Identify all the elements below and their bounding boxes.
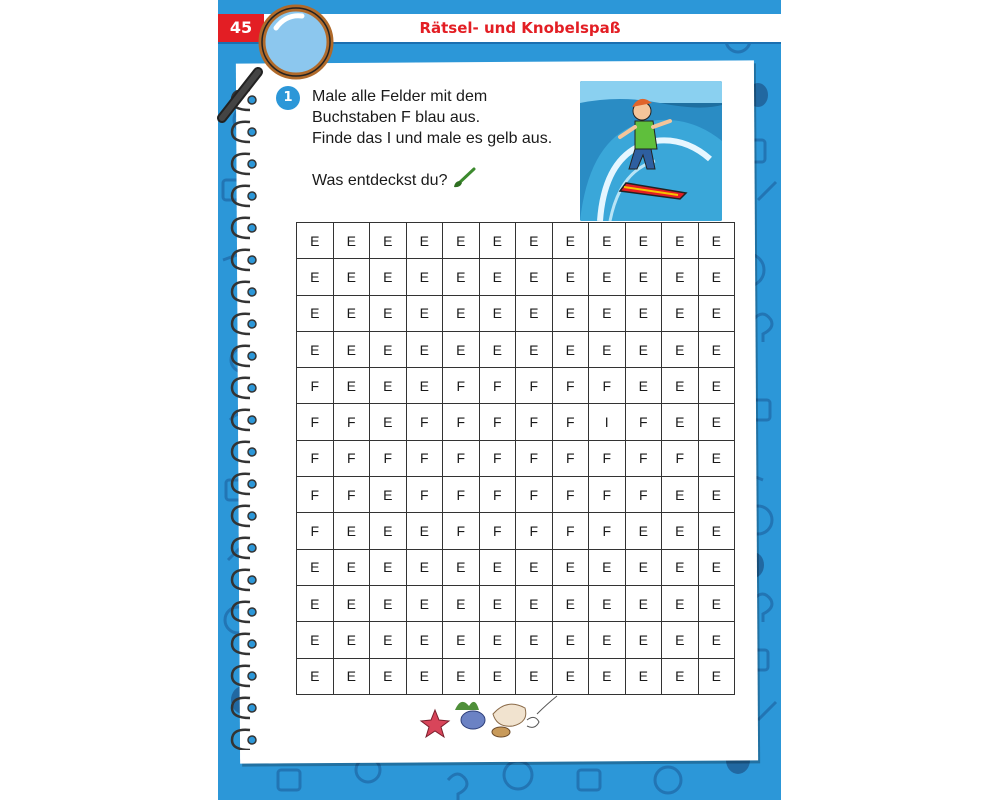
task-instruction-line-1: Male alle Felder mit dem bbox=[312, 88, 488, 105]
grid-cell[interactable]: E bbox=[625, 295, 662, 331]
task-number-badge: 1 bbox=[276, 86, 300, 110]
grid-cell[interactable]: F bbox=[552, 440, 589, 476]
task-instruction-line-3: Finde das I und male es gelb aus. bbox=[312, 130, 553, 147]
grid-cell[interactable]: E bbox=[589, 622, 626, 658]
grid-cell[interactable]: E bbox=[662, 477, 699, 513]
grid-cell[interactable]: E bbox=[297, 331, 334, 367]
grid-cell[interactable]: E bbox=[698, 477, 735, 513]
grid-cell[interactable]: E bbox=[698, 622, 735, 658]
grid-row bbox=[297, 331, 735, 367]
grid-cell[interactable]: E bbox=[333, 622, 370, 658]
grid-cell[interactable]: F bbox=[406, 477, 443, 513]
grid-cell[interactable]: E bbox=[698, 295, 735, 331]
grid-cell[interactable]: E bbox=[370, 585, 407, 621]
grid-cell[interactable]: E bbox=[333, 295, 370, 331]
grid-cell[interactable]: E bbox=[698, 404, 735, 440]
grid-cell[interactable]: E bbox=[589, 658, 626, 694]
grid-cell[interactable]: E bbox=[443, 331, 480, 367]
grid-cell[interactable]: E bbox=[516, 259, 553, 295]
grid-cell[interactable]: E bbox=[625, 585, 662, 621]
grid-cell[interactable]: E bbox=[662, 368, 699, 404]
grid-cell[interactable]: E bbox=[552, 259, 589, 295]
grid-cell[interactable]: E bbox=[589, 223, 626, 259]
grid-cell[interactable]: E bbox=[406, 549, 443, 585]
grid-cell[interactable]: F bbox=[625, 477, 662, 513]
grid-row bbox=[297, 549, 735, 585]
grid-cell[interactable]: E bbox=[443, 585, 480, 621]
grid-cell[interactable]: F bbox=[297, 440, 334, 476]
grid-cell[interactable]: E bbox=[406, 331, 443, 367]
grid-cell[interactable]: F bbox=[516, 368, 553, 404]
grid-cell[interactable]: F bbox=[479, 477, 516, 513]
grid-cell[interactable]: F bbox=[589, 477, 626, 513]
grid-cell[interactable]: E bbox=[297, 259, 334, 295]
grid-cell[interactable]: E bbox=[479, 549, 516, 585]
grid-cell[interactable]: E bbox=[625, 622, 662, 658]
spiral-binding bbox=[222, 90, 262, 750]
grid-cell[interactable]: E bbox=[662, 622, 699, 658]
grid-cell[interactable]: E bbox=[662, 658, 699, 694]
grid-row bbox=[297, 477, 735, 513]
grid-cell[interactable]: E bbox=[479, 331, 516, 367]
grid-row bbox=[297, 658, 735, 694]
grid-row bbox=[297, 295, 735, 331]
grid-cell[interactable]: E bbox=[370, 513, 407, 549]
grid-cell[interactable]: E bbox=[333, 331, 370, 367]
grid-cell[interactable]: E bbox=[370, 549, 407, 585]
task-instruction-line-2: Buchstaben F blau aus. bbox=[312, 109, 481, 126]
grid-cell[interactable]: E bbox=[662, 223, 699, 259]
grid-cell[interactable]: E bbox=[370, 477, 407, 513]
grid-cell[interactable]: E bbox=[297, 223, 334, 259]
grid-cell[interactable]: E bbox=[625, 223, 662, 259]
grid-cell[interactable]: F bbox=[443, 368, 480, 404]
grid-cell[interactable]: E bbox=[443, 259, 480, 295]
grid-cell[interactable]: E bbox=[589, 585, 626, 621]
grid-cell[interactable]: F bbox=[589, 513, 626, 549]
grid-cell[interactable]: E bbox=[479, 585, 516, 621]
grid-row bbox=[297, 513, 735, 549]
grid-cell[interactable]: E bbox=[370, 622, 407, 658]
grid-cell[interactable]: F bbox=[552, 368, 589, 404]
grid-cell[interactable]: E bbox=[479, 223, 516, 259]
grid-cell[interactable]: E bbox=[406, 513, 443, 549]
grid-cell[interactable]: F bbox=[589, 440, 626, 476]
grid-cell[interactable]: E bbox=[516, 549, 553, 585]
grid-cell[interactable]: E bbox=[662, 259, 699, 295]
grid-cell[interactable]: E bbox=[516, 622, 553, 658]
grid-cell[interactable]: E bbox=[443, 223, 480, 259]
grid-cell[interactable]: F bbox=[552, 404, 589, 440]
grid-cell[interactable]: F bbox=[479, 404, 516, 440]
grid-cell[interactable]: E bbox=[406, 658, 443, 694]
grid-cell[interactable]: E bbox=[333, 513, 370, 549]
grid-cell[interactable]: E bbox=[297, 658, 334, 694]
grid-cell[interactable]: E bbox=[552, 223, 589, 259]
letter-grid bbox=[296, 222, 735, 695]
grid-row bbox=[297, 404, 735, 440]
grid-cell[interactable]: E bbox=[297, 622, 334, 658]
grid-cell[interactable]: E bbox=[516, 223, 553, 259]
grid-cell[interactable]: E bbox=[589, 549, 626, 585]
magnifying-glass-icon bbox=[0, 0, 340, 150]
grid-cell[interactable]: E bbox=[625, 658, 662, 694]
grid-cell[interactable]: F bbox=[297, 368, 334, 404]
grid-cell[interactable]: F bbox=[443, 513, 480, 549]
grid-cell[interactable]: E bbox=[370, 295, 407, 331]
grid-cell[interactable]: E bbox=[443, 549, 480, 585]
grid-cell[interactable]: E bbox=[479, 259, 516, 295]
grid-cell[interactable]: E bbox=[333, 368, 370, 404]
grid-cell[interactable]: E bbox=[698, 513, 735, 549]
grid-cell[interactable]: E bbox=[406, 223, 443, 259]
grid-cell[interactable]: E bbox=[370, 223, 407, 259]
grid-cell[interactable]: F bbox=[333, 404, 370, 440]
grid-cell[interactable]: I bbox=[589, 404, 626, 440]
grid-cell[interactable]: E bbox=[443, 658, 480, 694]
grid-cell[interactable]: F bbox=[297, 404, 334, 440]
grid-cell[interactable]: E bbox=[479, 658, 516, 694]
grid-cell[interactable]: E bbox=[662, 331, 699, 367]
grid-cell[interactable]: E bbox=[625, 549, 662, 585]
grid-cell[interactable]: E bbox=[698, 658, 735, 694]
grid-cell[interactable]: F bbox=[297, 477, 334, 513]
grid-cell[interactable]: E bbox=[516, 295, 553, 331]
grid-cell[interactable]: F bbox=[479, 368, 516, 404]
grid-cell[interactable]: E bbox=[625, 368, 662, 404]
grid-cell[interactable]: F bbox=[443, 477, 480, 513]
grid-cell[interactable]: E bbox=[552, 658, 589, 694]
grid-cell[interactable]: E bbox=[625, 259, 662, 295]
grid-cell[interactable]: F bbox=[552, 477, 589, 513]
grid-cell[interactable]: E bbox=[662, 513, 699, 549]
grid-cell[interactable]: F bbox=[443, 440, 480, 476]
grid-cell[interactable]: E bbox=[370, 259, 407, 295]
grid-cell[interactable]: E bbox=[516, 331, 553, 367]
grid-row bbox=[297, 259, 735, 295]
grid-row bbox=[297, 440, 735, 476]
grid-cell[interactable]: E bbox=[443, 295, 480, 331]
grid-cell[interactable]: E bbox=[370, 331, 407, 367]
grid-cell[interactable]: E bbox=[406, 295, 443, 331]
grid-cell[interactable]: E bbox=[479, 295, 516, 331]
grid-cell[interactable]: F bbox=[552, 513, 589, 549]
grid-cell[interactable]: F bbox=[479, 513, 516, 549]
grid-cell[interactable]: E bbox=[589, 295, 626, 331]
grid-cell[interactable]: F bbox=[333, 440, 370, 476]
grid-cell[interactable]: F bbox=[516, 477, 553, 513]
seashells-illustration bbox=[415, 690, 565, 742]
grid-cell[interactable]: E bbox=[333, 585, 370, 621]
grid-cell[interactable]: F bbox=[333, 477, 370, 513]
grid-cell[interactable]: F bbox=[370, 440, 407, 476]
grid-cell[interactable]: E bbox=[698, 368, 735, 404]
grid-row bbox=[297, 368, 735, 404]
grid-cell[interactable]: E bbox=[662, 404, 699, 440]
grid-cell[interactable]: E bbox=[662, 295, 699, 331]
grid-cell[interactable]: F bbox=[479, 440, 516, 476]
task-question: Was entdeckst du? bbox=[312, 172, 448, 189]
grid-cell[interactable]: F bbox=[625, 440, 662, 476]
grid-cell[interactable]: E bbox=[662, 549, 699, 585]
grid-cell[interactable]: E bbox=[443, 622, 480, 658]
grid-cell[interactable]: E bbox=[333, 658, 370, 694]
grid-cell[interactable]: F bbox=[662, 440, 699, 476]
grid-cell[interactable]: E bbox=[589, 259, 626, 295]
grid-cell[interactable]: E bbox=[370, 404, 407, 440]
page-title: Rätsel- und Knobelspaß bbox=[419, 19, 621, 37]
grid-cell[interactable]: E bbox=[479, 622, 516, 658]
grid-cell[interactable]: E bbox=[516, 585, 553, 621]
grid-cell[interactable]: E bbox=[552, 585, 589, 621]
grid-cell[interactable]: E bbox=[698, 259, 735, 295]
grid-cell[interactable]: F bbox=[589, 368, 626, 404]
grid-cell[interactable]: E bbox=[333, 549, 370, 585]
grid-cell[interactable]: F bbox=[516, 513, 553, 549]
grid-cell[interactable]: E bbox=[370, 658, 407, 694]
surfer-illustration bbox=[580, 81, 722, 221]
grid-cell[interactable]: E bbox=[333, 223, 370, 259]
grid-cell[interactable]: E bbox=[662, 585, 699, 621]
page-number: 45 bbox=[218, 14, 264, 42]
grid-cell[interactable]: E bbox=[516, 658, 553, 694]
grid-cell[interactable]: E bbox=[698, 585, 735, 621]
grid-cell[interactable]: F bbox=[297, 513, 334, 549]
grid-cell[interactable]: E bbox=[406, 622, 443, 658]
grid-row bbox=[297, 585, 735, 621]
grid-cell[interactable]: E bbox=[297, 549, 334, 585]
grid-cell[interactable]: E bbox=[552, 622, 589, 658]
grid-cell[interactable]: E bbox=[297, 295, 334, 331]
grid-cell[interactable]: E bbox=[552, 549, 589, 585]
grid-row bbox=[297, 223, 735, 259]
grid-cell[interactable]: E bbox=[698, 440, 735, 476]
grid-cell[interactable]: E bbox=[698, 331, 735, 367]
grid-cell[interactable]: E bbox=[406, 368, 443, 404]
grid-cell[interactable]: E bbox=[552, 331, 589, 367]
grid-cell[interactable]: F bbox=[625, 404, 662, 440]
grid-cell[interactable]: F bbox=[443, 404, 480, 440]
grid-cell[interactable]: E bbox=[625, 513, 662, 549]
grid-cell[interactable]: E bbox=[698, 223, 735, 259]
grid-cell[interactable]: E bbox=[698, 549, 735, 585]
grid-cell[interactable]: E bbox=[406, 259, 443, 295]
grid-cell[interactable]: E bbox=[552, 295, 589, 331]
grid-cell[interactable]: F bbox=[406, 404, 443, 440]
grid-cell[interactable]: E bbox=[406, 585, 443, 621]
grid-cell[interactable]: E bbox=[589, 331, 626, 367]
paintbrush-icon bbox=[452, 166, 478, 188]
grid-cell[interactable]: E bbox=[297, 585, 334, 621]
grid-cell[interactable]: E bbox=[625, 331, 662, 367]
grid-cell[interactable]: F bbox=[516, 404, 553, 440]
grid-cell[interactable]: E bbox=[333, 259, 370, 295]
grid-cell[interactable]: F bbox=[406, 440, 443, 476]
grid-cell[interactable]: E bbox=[370, 368, 407, 404]
grid-cell[interactable]: F bbox=[516, 440, 553, 476]
grid-row bbox=[297, 622, 735, 658]
